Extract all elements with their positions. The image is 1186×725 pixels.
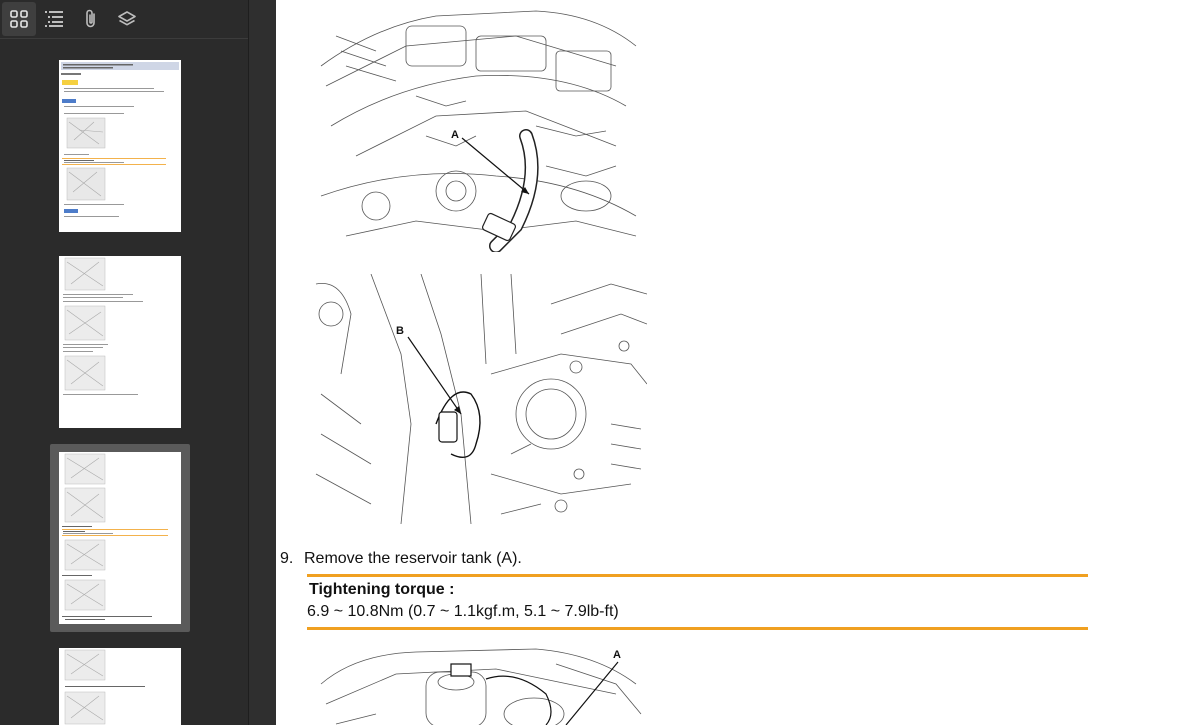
attachments-view-button[interactable]	[74, 2, 108, 36]
sidebar-toolbar	[0, 0, 248, 39]
tightening-torque-box	[307, 574, 1088, 630]
torque-title: Tightening torque :	[309, 581, 455, 598]
page-thumbnail-4[interactable]	[59, 648, 181, 725]
step-text: Remove the reservoir tank (A).	[304, 550, 522, 567]
outline-view-button[interactable]	[37, 2, 71, 36]
figure-2-callout: B	[396, 325, 404, 337]
figure-3-callout: A	[613, 649, 621, 661]
page-thumbnail-2[interactable]	[59, 256, 181, 428]
torque-value: 6.9 ~ 10.8Nm (0.7 ~ 1.1kgf.m, 5.1 ~ 7.9lb-ft)	[307, 603, 619, 620]
step-number: 9.	[280, 550, 294, 567]
thumbnails-view-button[interactable]	[2, 2, 36, 36]
document-page	[276, 0, 1186, 725]
figure-1-callout: A	[451, 129, 459, 141]
page-thumbnail-1[interactable]	[59, 60, 181, 232]
attachment-icon	[83, 9, 99, 29]
outline-list-icon	[44, 10, 64, 28]
thumbnails-icon	[10, 10, 28, 28]
sidebar-splitter[interactable]	[249, 0, 276, 725]
layers-icon	[117, 10, 137, 28]
thumbnail-sidebar	[0, 0, 249, 725]
engine-figure-1	[316, 6, 641, 252]
layers-view-button[interactable]	[110, 2, 144, 36]
page-thumbnail-3[interactable]	[59, 452, 181, 624]
engine-figure-3	[316, 644, 646, 725]
engine-figure-2	[311, 274, 647, 526]
step-9	[280, 550, 522, 568]
